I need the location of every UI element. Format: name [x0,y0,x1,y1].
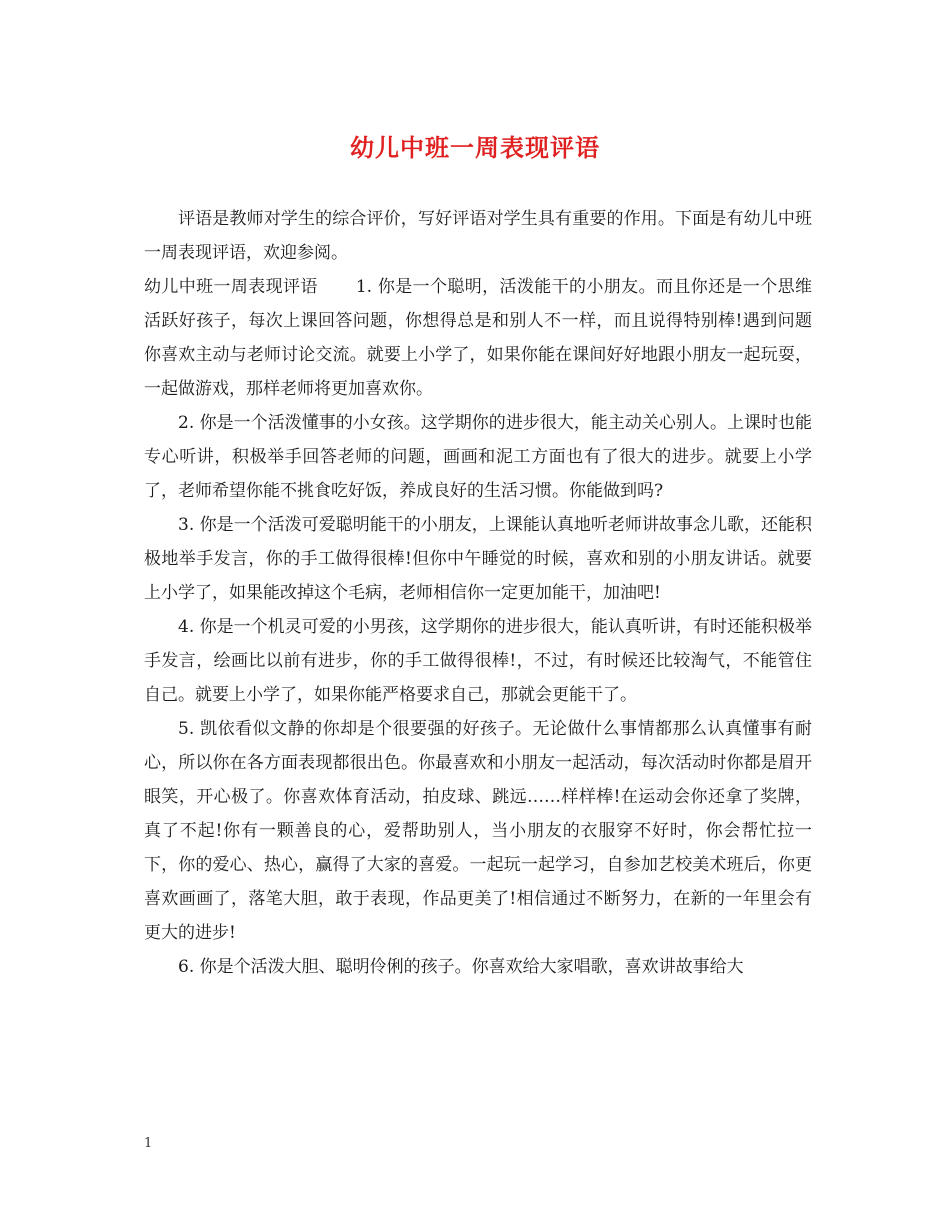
document-title: 幼儿中班一周表现评语 [350,133,600,162]
section-heading: 幼儿中班一周表现评语 [144,277,318,297]
page-number: 1 [144,1136,153,1151]
intro-paragraph: 评语是教师对学生的综合评价，写好评语对学生具有重要的作用。下面是有幼儿中班一周表现评语，欢迎参阅。 [144,209,812,263]
comment-text-1: 1. 你是一个聪明，活泼能干的小朋友。而且你还是一个思维活跃好孩子，每次上课回答问题，你想得总是和别人不一样，而且说得特别棒!遇到问题你喜欢主动与老师讨论交流。就要上小学了，如果你能在课间好好地跟小朋友一起玩耍，一起做游戏，那样老师将更加喜欢你。 [144,277,813,399]
comment-paragraph-6: 6. 你是个活泼大胆、聪明伶俐的孩子。你喜欢给大家唱歌，喜欢讲故事给大 [178,957,744,977]
comment-paragraph-4: 4. 你是一个机灵可爱的小男孩，这学期你的进步很大，能认真听讲，有时还能积极举手发言，绘画比以前有进步，你的手工做得很棒!，不过，有时候还比较淘气，不能管住自己。就要上小学了，如果你能严格要求自己，那就会更能干了。 [144,617,812,705]
comment-paragraph-2: 2. 你是一个活泼懂事的小女孩。这学期你的进步很大，能主动关心别人。上课时也能专心听讲，积极举手回答老师的问题，画画和泥工方面也有了很大的进步。就要上小学了，老师希望你能不挑食吃好饭，养成良好的生活习惯。你能做到吗? [144,413,812,501]
document-body [144,202,812,984]
comment-paragraph-5: 5. 凯依看似文静的你却是个很要强的好孩子。无论做什么事情都那么认真懂事有耐心，所以你在各方面表现都很出色。你最喜欢和小朋友一起活动，每次活动时你都是眉开眼笑，开心极了。你喜欢体育活动，拍皮球、跳远……样样棒!在运动会你还拿了奖牌，真了不起!你有一颗善良的心，爱帮助别人，当小朋友的衣服穿不好时，你会帮忙拉一下，你的爱心、热心，赢得了大家的喜爱。一起玩一起学习，自参加艺校美术班后，你更喜欢画画了，落笔大胆，敢于表现，作品更美了!相信通过不断努力，在新的一年里会有更大的进步! [144,719,812,943]
comment-paragraph-3: 3. 你是一个活泼可爱聪明能干的小朋友，上课能认真地听老师讲故事念儿歌，还能积极地举手发言，你的手工做得很棒!但你中午睡觉的时候，喜欢和别的小朋友讲话。就要上小学了，如果能改掉这个毛病，老师相信你一定更加能干，加油吧! [144,515,812,603]
comment-paragraph-1 [144,270,812,406]
